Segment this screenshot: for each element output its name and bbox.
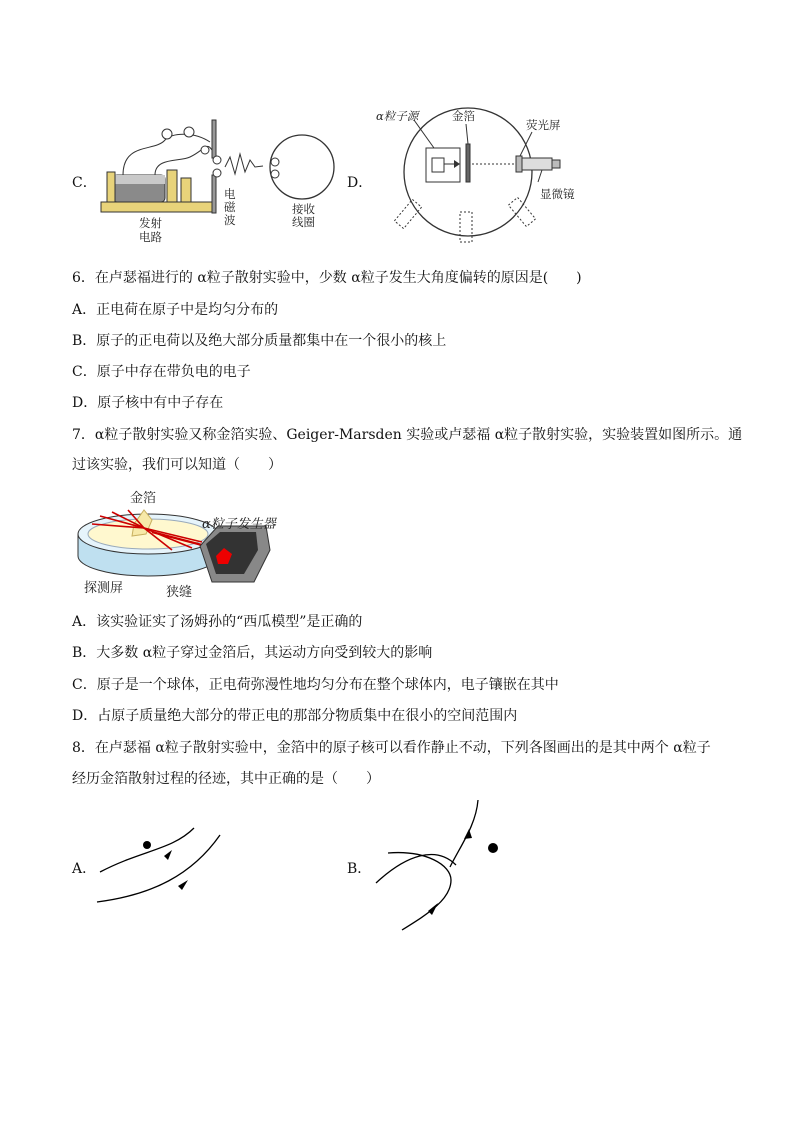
receive-label-1: 接收 xyxy=(292,202,315,216)
q6-option-d[interactable]: D．原子核中有中子存在 xyxy=(72,395,224,411)
q8-option-a-label[interactable]: A． xyxy=(72,861,97,877)
screen-label: 探测屏 xyxy=(84,581,124,596)
q6-option-c[interactable]: C．原子中存在带负电的电子 xyxy=(72,364,251,380)
microscope-label: 显微镜 xyxy=(540,187,575,201)
transmit-label-1: 发射 xyxy=(139,216,162,230)
foil-label: 金箔 xyxy=(452,109,475,123)
receive-label-2: 线圈 xyxy=(292,215,315,229)
q6-option-b[interactable]: B．原子的正电荷以及绝大部分质量都集中在一个很小的核上 xyxy=(72,333,447,349)
q8-stem-line1: 8．在卢瑟福 α粒子散射实验中，金箔中的原子核可以看作静止不动，下列各图画出的是其中两个 α粒子 xyxy=(72,740,711,756)
q8-stem-line2: 经历金箔散射过程的径迹，其中正确的是（ ） xyxy=(72,771,380,787)
scattering-apparatus-figure xyxy=(374,104,588,254)
q6-option-a[interactable]: A．正电荷在原子中是均匀分布的 xyxy=(72,302,279,318)
q7-option-b[interactable]: B．大多数 α粒子穿过金箔后，其运动方向受到较大的影响 xyxy=(72,645,433,661)
option-c-label[interactable]: C． xyxy=(72,175,97,191)
source-label: α粒子源 xyxy=(376,109,419,123)
q6-stem: 6．在卢瑟福进行的 α粒子散射实验中，少数 α粒子发生大角度偏转的原因是( ) xyxy=(72,270,582,286)
q7-option-d[interactable]: D．占原子质量绝大部分的带正电的那部分物质集中在很小的空间范围内 xyxy=(72,708,518,724)
generator-label: α粒子发生器 xyxy=(202,517,276,532)
wave-label-3: 波 xyxy=(224,213,236,227)
gold-foil-apparatus-figure xyxy=(72,484,304,602)
q7-stem-line1: 7．α粒子散射实验又称金箔实验、Geiger-Marsden 实验或卢瑟福 α粒子散射实验，实验装置如图所示。通 xyxy=(72,427,743,443)
screen-label: 荧光屏 xyxy=(526,118,561,132)
q8-option-a-trajectories[interactable] xyxy=(92,820,232,915)
slit-label: 狭缝 xyxy=(166,585,193,600)
q7-stem-line2: 过该实验，我们可以知道（ ） xyxy=(72,457,282,473)
wave-label-2: 磁 xyxy=(224,200,236,214)
q7-option-c[interactable]: C．原子是一个球体，正电荷弥漫性地均匀分布在整个球体内，电子镶嵌在其中 xyxy=(72,677,559,693)
q7-option-a[interactable]: A．该实验证实了汤姆孙的“西瓜模型”是正确的 xyxy=(72,614,363,630)
option-d-label[interactable]: D． xyxy=(347,175,373,191)
q8-option-b-label[interactable]: B． xyxy=(347,861,372,877)
foil-label: 金箔 xyxy=(130,491,157,506)
transmit-label-2: 电路 xyxy=(139,230,162,244)
q8-option-b-trajectories[interactable] xyxy=(366,795,506,935)
transmitter-receiver-figure xyxy=(95,112,335,247)
wave-label-1: 电 xyxy=(224,187,236,201)
